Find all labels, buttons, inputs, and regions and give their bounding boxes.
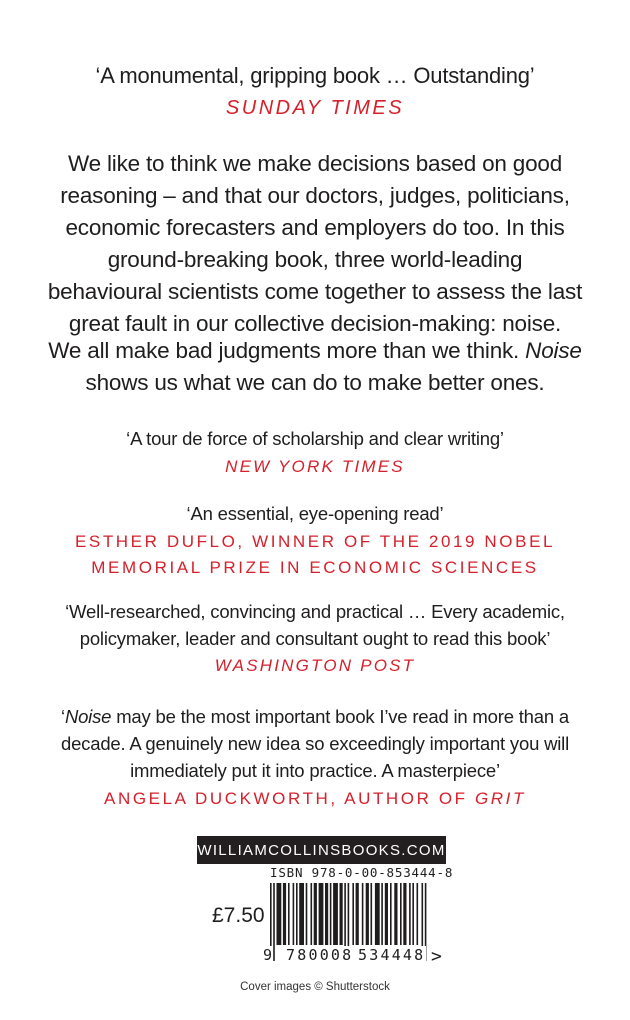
quote-sunday-times — [0, 62, 630, 122]
barcode-arrow: > — [431, 946, 442, 967]
isbn-number: ISBN 978-0-00-853444-8 — [270, 865, 454, 880]
barcode-lead-digit: 9 — [263, 946, 273, 964]
blurb-text: We all make bad judgments more than we think. — [48, 338, 526, 363]
blurb-line: shows us what we can do to make better ones. — [85, 370, 545, 395]
quote-text: ‘An essential, eye-opening read’ — [186, 503, 444, 524]
quote-new-york-times — [0, 425, 630, 480]
quote-source: WASHINGTON POST — [214, 656, 416, 675]
quote-angela-duckworth — [0, 703, 630, 812]
blurb-line: reasoning – and that our doctors, judges, politicians, — [60, 183, 570, 208]
cover-image-credit: Cover images © Shutterstock — [240, 981, 390, 993]
source-text: ANGELA DUCKWORTH, AUTHOR OF — [104, 789, 475, 808]
publisher-url-banner[interactable]: WILLIAMCOLLINSBOOKS.COM — [197, 836, 446, 864]
blurb-paragraph-1 — [0, 148, 630, 340]
blurb-line: ground-breaking book, three world-leading — [107, 247, 523, 272]
blurb-line: behavioural scientists come together to assess the last — [47, 279, 583, 304]
quote-line: decade. A genuinely new idea so exceedingly important you will — [61, 733, 569, 754]
quote-source: SUNDAY TIMES — [225, 97, 405, 119]
quote-source: NEW YORK TIMES — [225, 457, 405, 476]
quote-source-line: MEMORIAL PRIZE IN ECONOMIC SCIENCES — [91, 558, 539, 577]
barcode-group-1: 780008 — [286, 946, 354, 964]
quote-source — [0, 786, 630, 812]
book-title-italic: Noise — [525, 338, 582, 363]
blurb-line: great fault in our collective decision-making: noise. — [68, 311, 562, 336]
quote-text: ‘A tour de force of scholarship and clear writing’ — [126, 428, 504, 449]
quote-line: ‘Well-researched, convincing and practical … Every academic, — [65, 601, 565, 622]
quote-source-line: ESTHER DUFLO, WINNER OF THE 2019 NOBEL — [74, 532, 556, 551]
quote-line: immediately put it into practice. A masterpiece’ — [130, 760, 500, 781]
blurb-line — [0, 335, 630, 367]
barcode-group-2: 534448 — [358, 946, 426, 964]
quote-washington-post — [0, 598, 630, 679]
quote-line — [0, 703, 630, 730]
blurb-paragraph-2 — [0, 335, 630, 399]
book-title-italic: Noise — [64, 706, 112, 727]
quote-text: ‘A monumental, gripping book … Outstanding’ — [95, 63, 535, 88]
price: £7.50 — [212, 904, 265, 927]
quote-mark: ‘ — [61, 706, 65, 727]
blurb-line: We like to think we make decisions based on good — [67, 151, 563, 176]
barcode-digits — [262, 944, 452, 966]
quote-line: policymaker, leader and consultant ought to read this book’ — [79, 628, 551, 649]
quote-esther-duflo — [0, 500, 630, 581]
quote-text: may be the most important book I’ve read in more than a — [111, 706, 569, 727]
blurb-line: economic forecasters and employers do too. In this — [65, 215, 565, 240]
book-title-italic: GRIT — [474, 789, 526, 808]
